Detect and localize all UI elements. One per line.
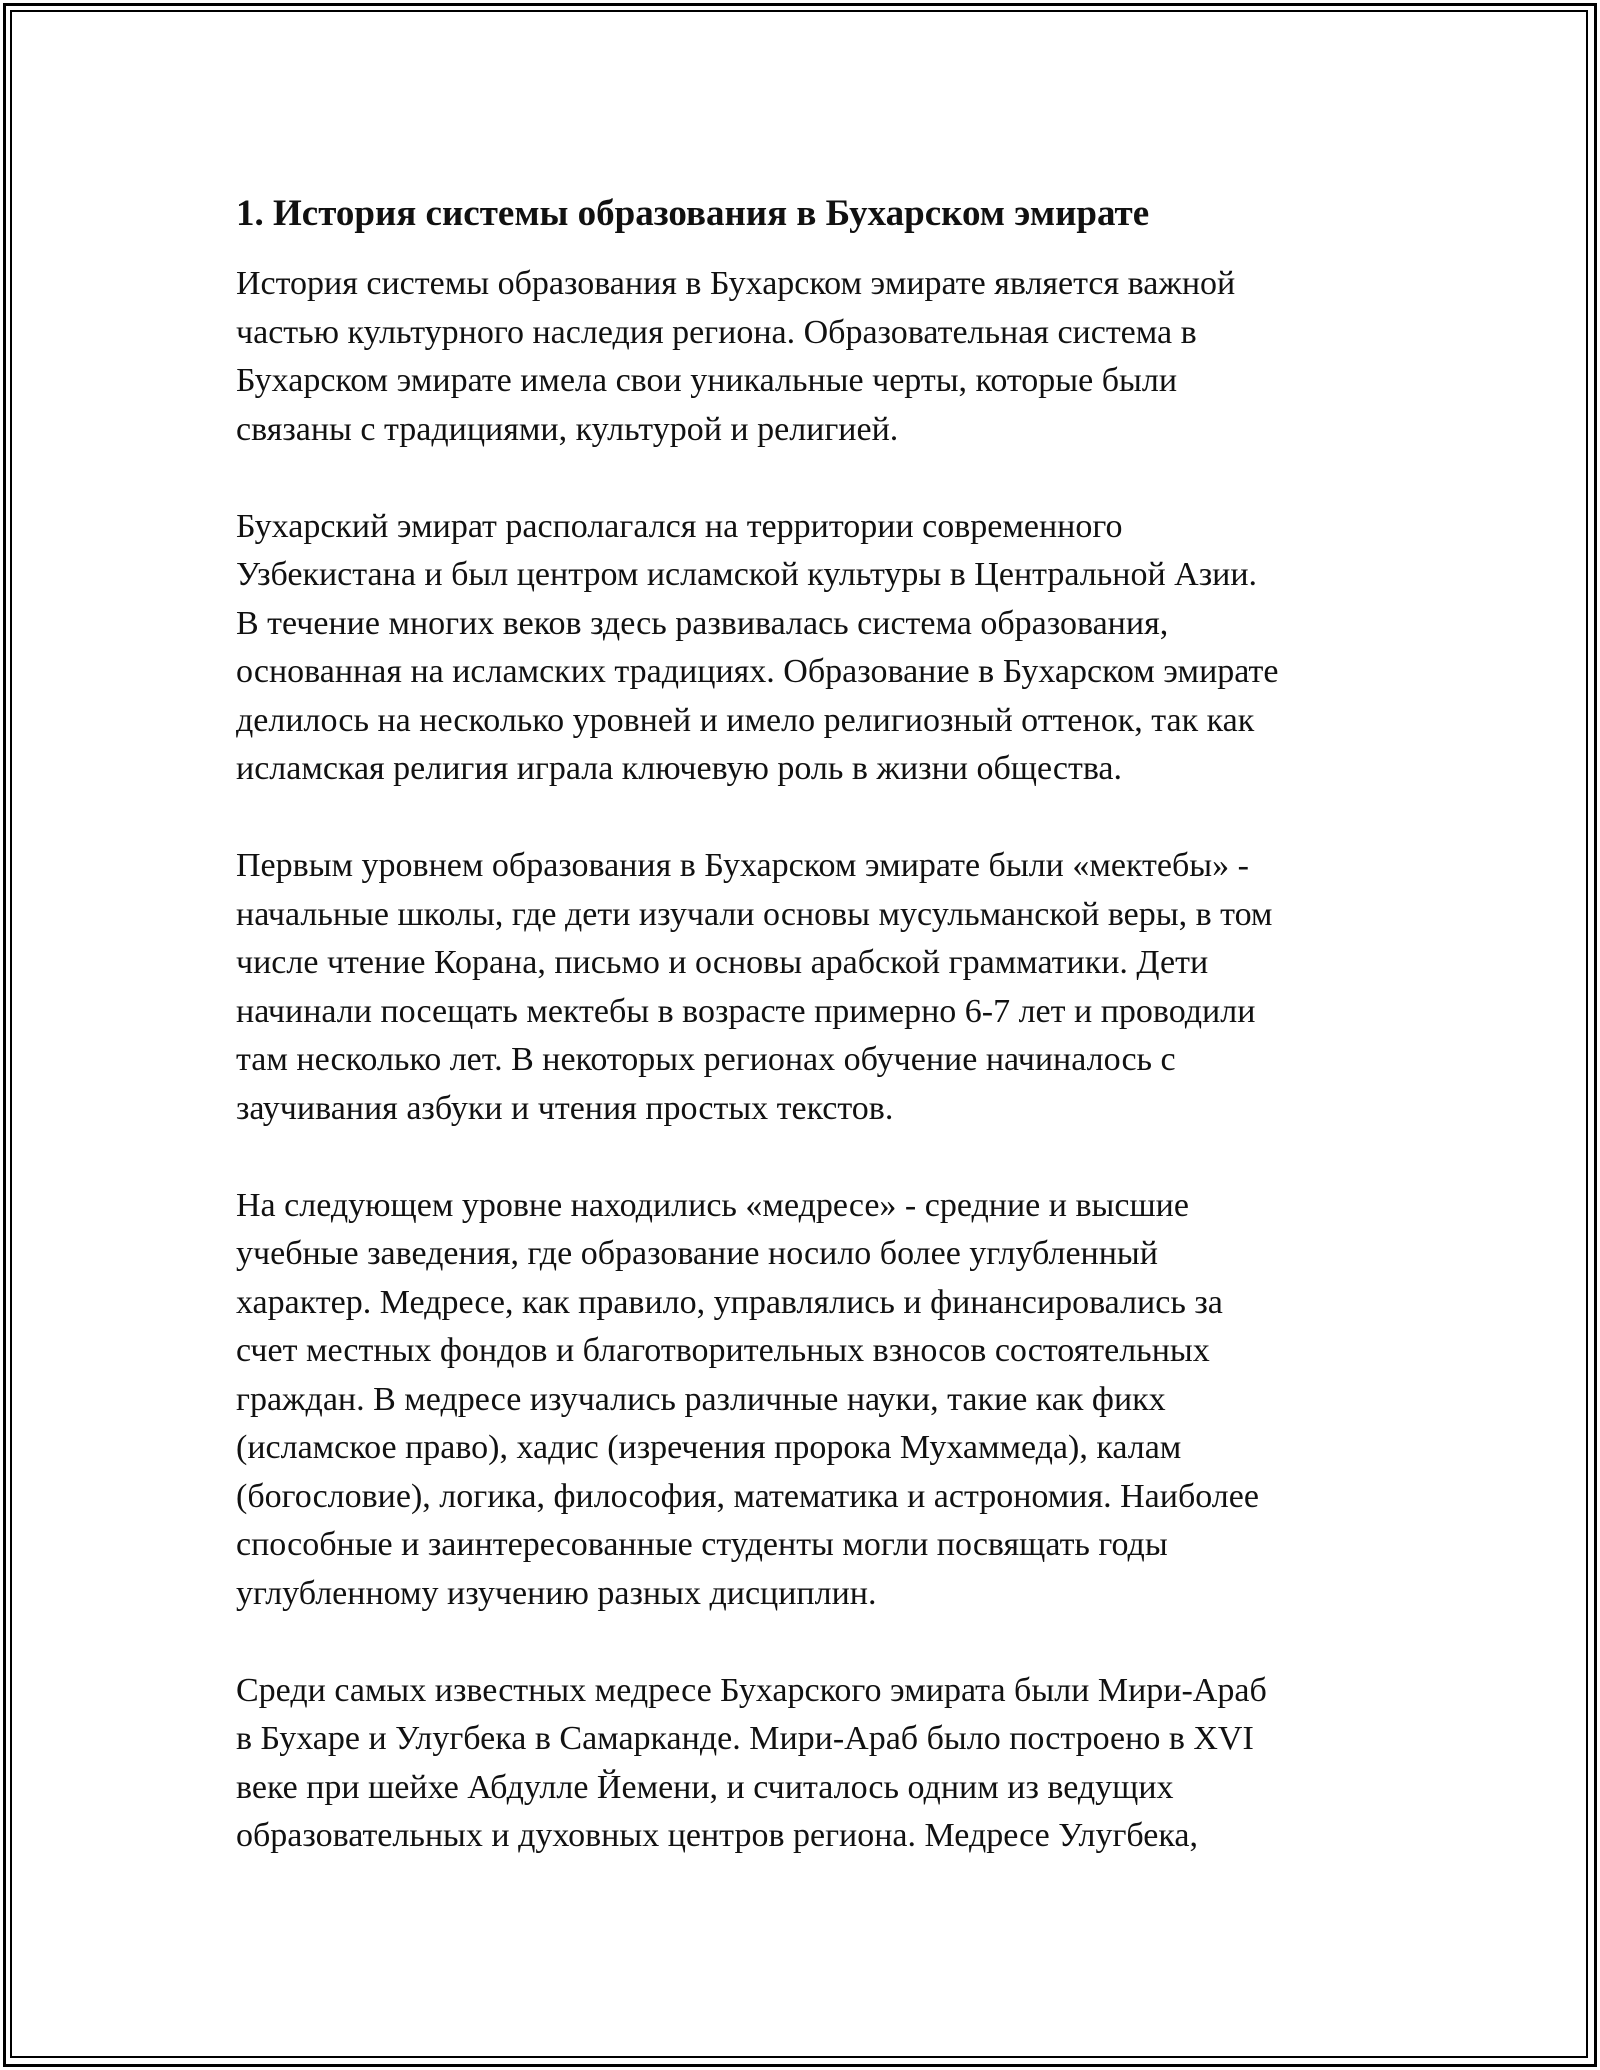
paragraph-line: Узбекистана и был центром исламской культуры в Центральной Азии. (236, 556, 1258, 593)
paragraph-line: там несколько лет. В некоторых регионах обучение начиналось с (236, 1041, 1176, 1078)
paragraph-line: углубленному изучению разных дисциплин. (236, 1574, 877, 1612)
paragraph-line: связаны с традициями, культурой и религией. (236, 410, 899, 448)
paragraph-line: способные и заинтересованные студенты могли посвящать годы (236, 1526, 1168, 1563)
paragraph-line: (богословие), логика, философия, математика и астрономия. Наиболее (236, 1477, 1259, 1515)
paragraph (236, 1667, 1386, 1861)
paragraph-line: делилось на несколько уровней и имело религиозный оттенок, так как (236, 701, 1255, 739)
paragraph-line: характер. Медресе, как правило, управлялись и финансировались за (236, 1283, 1223, 1321)
paragraph-line: основанная на исламских традициях. Образование в Бухарском эмирате (236, 653, 1279, 690)
paragraph-line: История системы образования в Бухарском эмирате является важной (236, 265, 1236, 302)
paragraph-line: начальные школы, где дети изучали основы мусульманской веры, в том (236, 895, 1273, 933)
paragraph-line: числе чтение Корана, письмо и основы арабской грамматики. Дети (236, 944, 1209, 981)
paragraph (236, 1182, 1386, 1619)
section-heading: 1. История системы образования в Бухарском эмирате (236, 193, 1150, 234)
paragraph-line: частью культурного наследия региона. Образовательная система в (236, 313, 1197, 351)
paragraph (236, 503, 1386, 794)
paragraphs-container (236, 260, 1386, 1861)
paragraph (236, 842, 1386, 1133)
paragraph-line: В течение многих веков здесь развивалась система образования, (236, 604, 1169, 642)
paragraph-line: образовательных и духовных центров региона. Медресе Улугбека, (236, 1817, 1198, 1854)
paragraph-line: исламская религия играла ключевую роль в жизни общества. (236, 750, 1123, 787)
paragraph-line: граждан. В медресе изучались различные науки, такие как фикх (236, 1380, 1166, 1418)
paragraph-line: веке при шейхе Абдулле Йемени, и считалось одним из ведущих (236, 1768, 1174, 1806)
paragraph-line: (исламское право), хадис (изречения пророка Мухаммеда), калам (236, 1429, 1182, 1466)
paragraph (236, 260, 1386, 454)
paragraph-line: Бухарском эмирате имела свои уникальные черты, которые были (236, 362, 1178, 399)
paragraph-line: счет местных фондов и благотворительных взносов состоятельных (236, 1332, 1210, 1369)
paragraph-line: Первым уровнем образования в Бухарском эмирате были «мектебы» - (236, 847, 1249, 884)
paragraph-line: Бухарский эмират располагался на территории современного (236, 507, 1123, 545)
document-body (236, 188, 1386, 1909)
paragraph-line: начинали посещать мектебы в возрасте примерно 6-7 лет и проводили (236, 992, 1256, 1030)
paragraph-line: заучивания азбуки и чтения простых текстов. (236, 1089, 894, 1127)
paragraph-line: На следующем уровне находились «медресе» - средние и высшие (236, 1186, 1189, 1224)
paragraph-line: учебные заведения, где образование носило более углубленный (236, 1235, 1158, 1272)
paragraph-line: Среди самых известных медресе Бухарского эмирата были Мири-Араб (236, 1671, 1267, 1709)
paragraph-line: в Бухаре и Улугбека в Самарканде. Мири-Араб было построено в XVI (236, 1720, 1254, 1757)
